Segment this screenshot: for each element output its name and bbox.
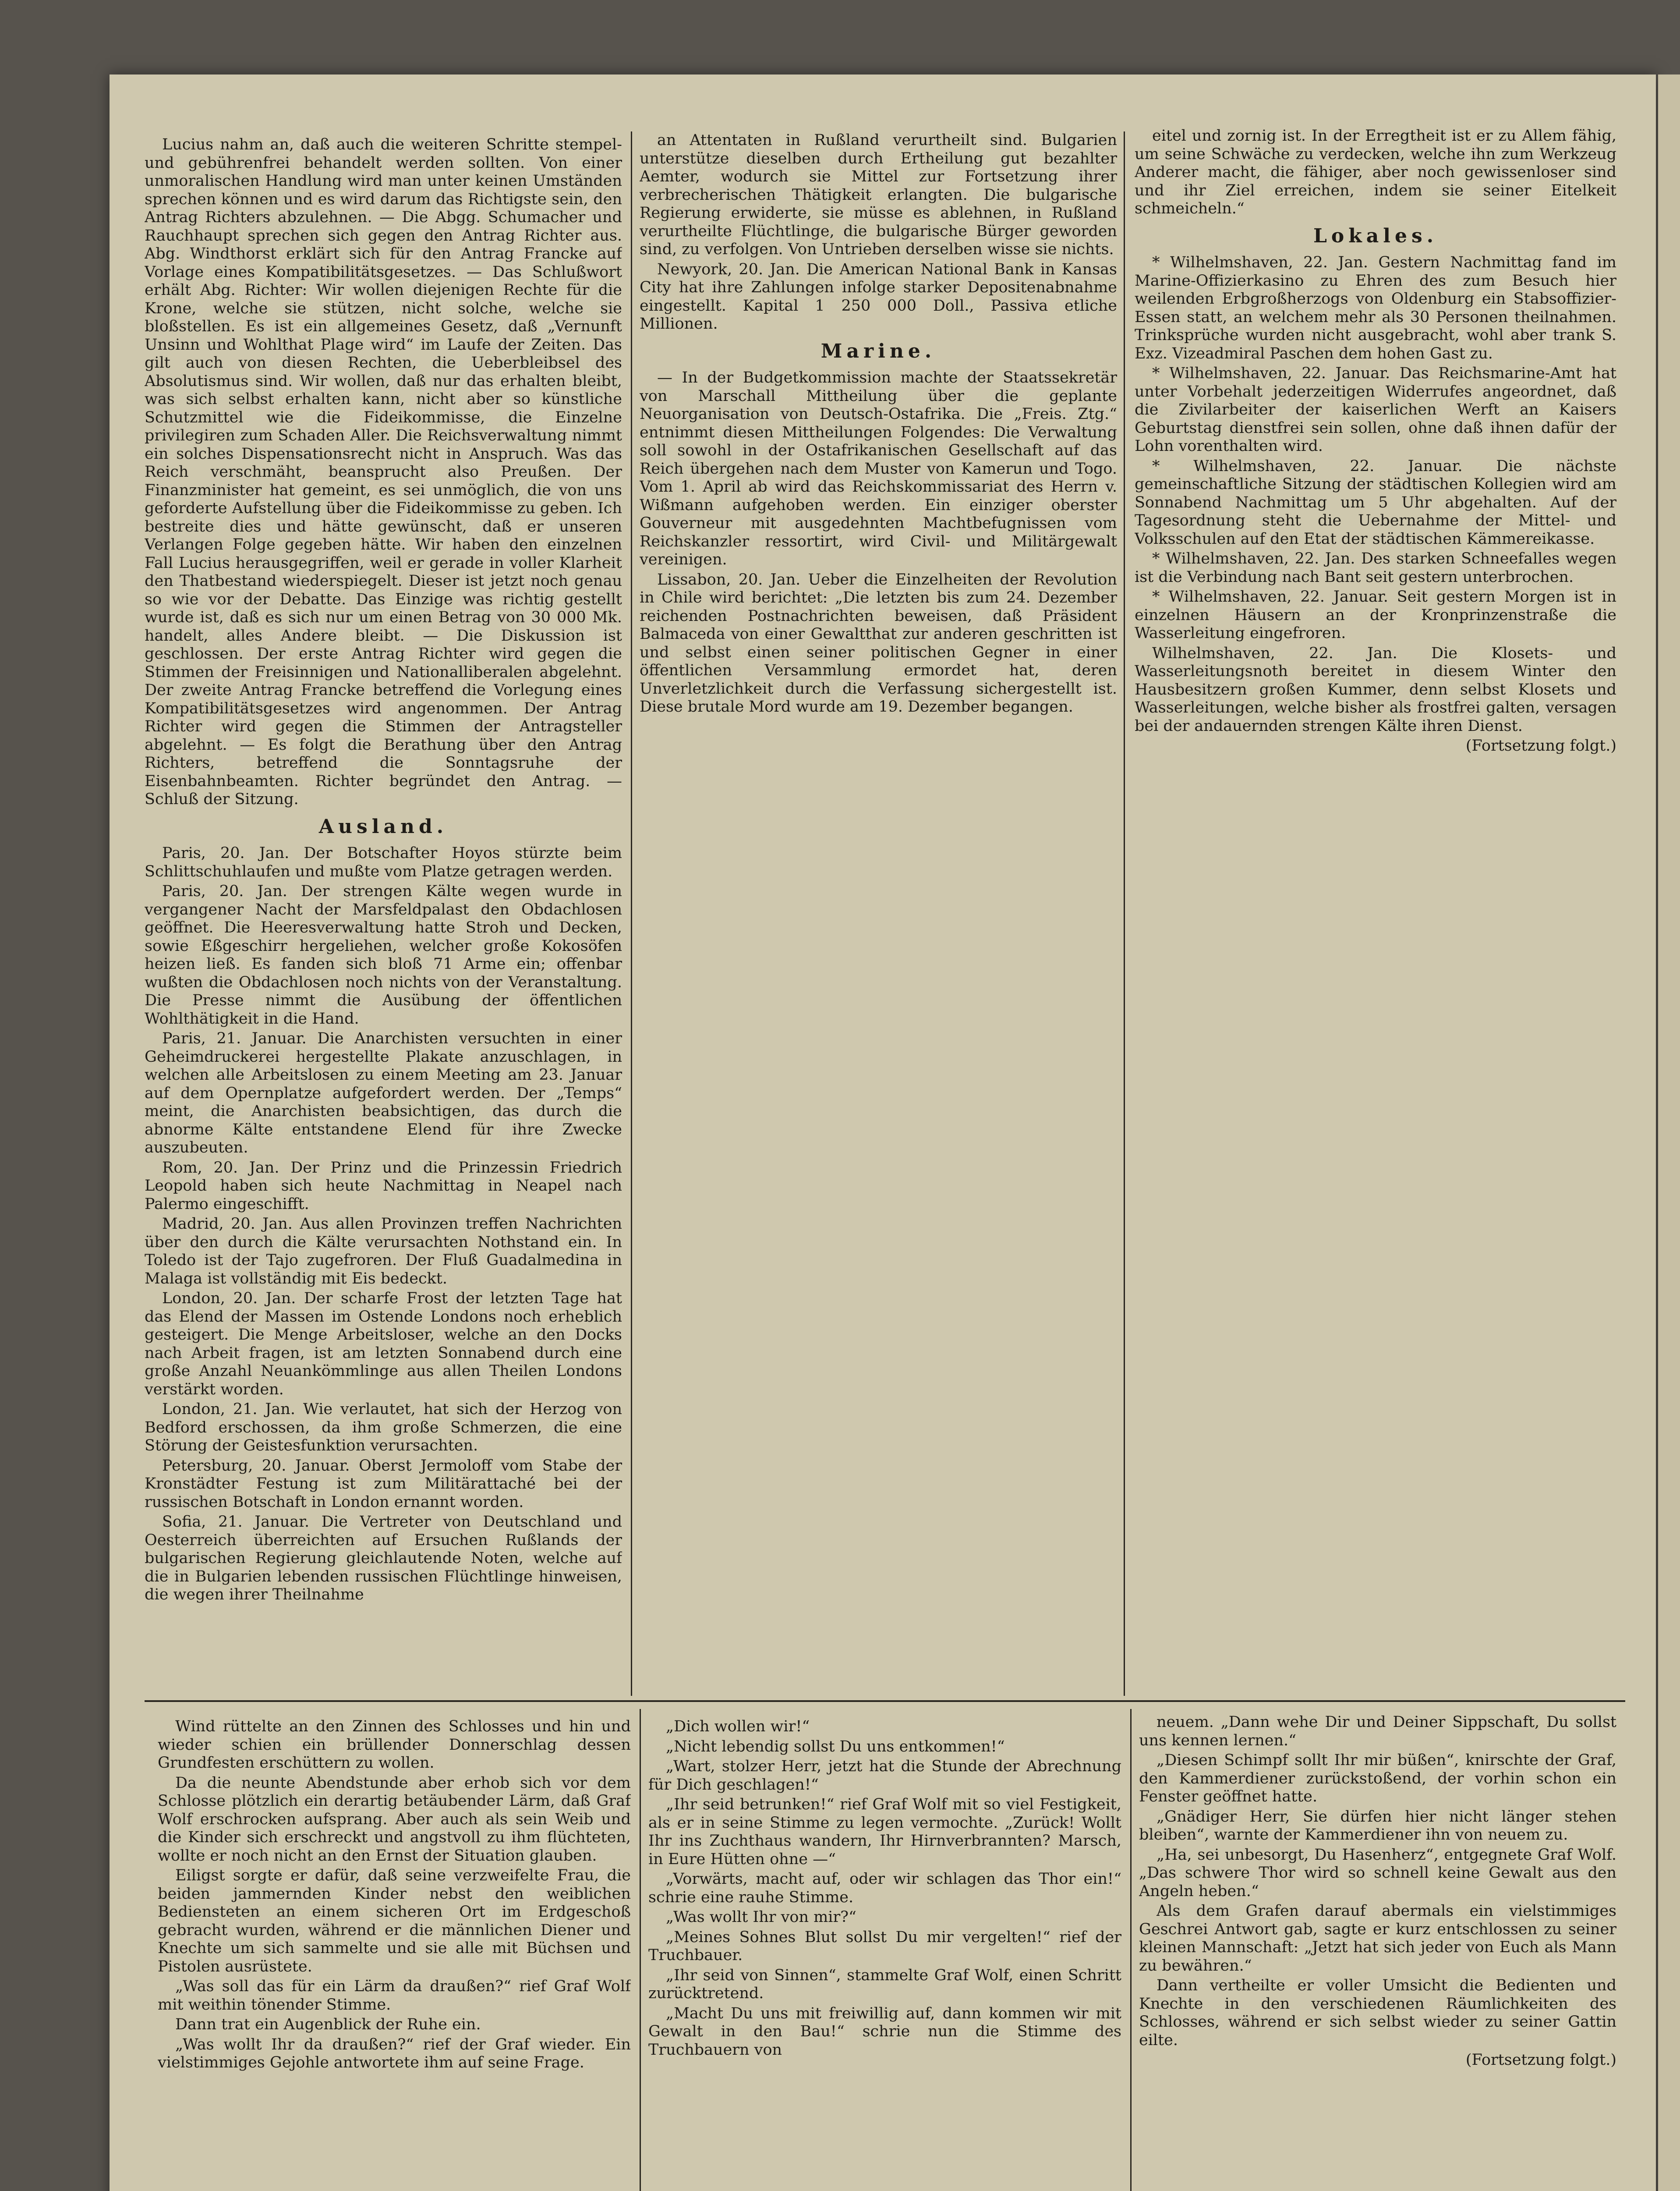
local-news-item: * Wilhelmshaven, 22. Jan. Gestern Nachmittag fand im Marine-Offizierkasino zu Ehren des zum Besuch hier weilenden Erbgroßherzogs von Oldenburg ein Stabsoffizier-Essen statt, an welchem mehr als 30 Personen theilnahmen. Trinksprüche wurden nicht ausgebracht, wohl aber trank S. Exz. Vizeadmiral Paschen dem hohen Gast zu.: [1135, 254, 1616, 362]
local-news-item: Wilhelmshaven, 22. Jan. Die Klosets- und Wasserleitungsnoth bereitet in diesem Winter den Hausbesitzern großen Kummer, denn selbst Klosets und Wasserleitungen, welche bisher als frostfrei galten, versagen bei der andauernden strengen Kälte ihren Dienst.: [1135, 644, 1616, 735]
news-item: London, 20. Jan. Der scharfe Frost der letzten Tage hat das Elend der Massen im Ostende Londons noch erheblich gesteigert. Die Menge Arbeitsloser, welche an den Docks nach Arbeit fragen, ist am letzten Sonnabend durch eine große Anzahl Neuankömmlinge aus allen Theilen Londons verstärkt worden.: [145, 1290, 622, 1398]
story-paragraph: „Was wollt Ihr da draußen?“ rief der Graf wieder. Ein vielstimmiges Gejohle antwortete ihm auf seine Frage.: [158, 2035, 631, 2071]
article-paragraph: eitel und zornig ist. In der Erregtheit ist er zu Allem fähig, um seine Schwäche zu verdecken, welche ihn zum Werkzeug Anderer macht, die fähiger, aber noch gewissenloser sind und ihr Ziel erreichen, indem sie seiner Eitelkeit schmeicheln.“: [1135, 127, 1616, 217]
story-paragraph: Wind rüttelte an den Zinnen des Schlosses und hin und wieder schien ein brüllender Donnerschlag dessen Grundfesten erschüttern zu wollen.: [158, 1718, 631, 1772]
adjacent-page-edge: [1658, 74, 1680, 2191]
news-item: Newyork, 20. Jan. Die American National Bank in Kansas City hat ihre Zahlungen infolge starker Depositenabnahme eingestellt. Kapital 1 250 000 Doll., Passiva etliche Millionen.: [640, 260, 1117, 333]
news-item: Paris, 20. Jan. Der strengen Kälte wegen wurde in vergangener Nacht der Marsfeldpalast den Obdachlosen geöffnet. Die Heeresverwaltung hatte Stroh und Decken, sowie Eßgeschirr hergeliehen, welcher große Kokosöfen heizen ließ. Es fanden sich bloß 71 Arme ein; offenbar wußten die Obdachlosen noch nichts von der Veranstaltung. Die Presse nimmt die Ausübung der öffentlichen Wohlthätigkeit in die Hand.: [145, 883, 622, 1028]
story-paragraph: „Gnädiger Herr, Sie dürfen hier nicht länger stehen bleiben“, warnte der Kammerdiener ihn von neuem zu.: [1139, 1808, 1616, 1844]
section-heading-marine: Marine.: [821, 340, 936, 362]
upper-column-2: [640, 131, 1117, 1696]
story-paragraph: „Was soll das für ein Lärm da draußen?“ rief Graf Wolf mit weithin tönender Stimme.: [158, 1978, 631, 2014]
news-item: Petersburg, 20. Januar. Oberst Jermoloff vom Stabe der Kronstädter Festung ist zum Militärattaché bei der russischen Botschaft in London ernannt worden.: [145, 1457, 622, 1511]
story-paragraph: „Nicht lebendig sollst Du uns entkommen!“: [666, 1737, 1005, 1755]
news-item: Rom, 20. Jan. Der Prinz und die Prinzessin Friedrich Leopold haben sich heute Nachmittag in Neapel nach Palermo eingeschifft.: [145, 1159, 622, 1213]
continuation-note: (Fortsetzung folgt.): [1465, 737, 1616, 755]
news-item: Paris, 21. Januar. Die Anarchisten versuchten in einer Geheimdruckerei hergestellte Plakate anzuschlagen, in welchen alle Arbeitslosen zu einem Meeting am 23. Januar auf dem Opernplatze aufgefordert werden. Der „Temps“ meint, die Anarchisten beabsichtigen, das durch die abnorme Kälte entstandene Elend für ihre Zwecke auszubeuten.: [145, 1030, 622, 1156]
upper-column-1: [145, 136, 622, 1696]
news-item: Sofia, 21. Januar. Die Vertreter von Deutschland und Oesterreich überreichten auf Ersuchen Rußlands der bulgarischen Regierung gleichlautende Noten, welche auf die in Bulgarien lebenden russischen Flüchtlinge hinweisen, die wegen ihrer Theilnahme: [145, 1513, 622, 1603]
continuation-note: (Fortsetzung folgt.): [1465, 2051, 1616, 2069]
story-paragraph: „Ihr seid von Sinnen“, stammelte Graf Wolf, einen Schritt zurücktretend.: [648, 1966, 1121, 2002]
article-paragraph: Lucius nahm an, daß auch die weiteren Schritte stempel- und gebührenfrei behandelt werden sollten. Von einer unmoralischen Handlung wird man unter keinen Umständen sprechen können und es wird darum das Richtigste sein, den Antrag Richters abzulehnen. — Die Abgg. Schumacher und Rauchhaupt sprechen sich gegen den Antrag Richter aus. Abg. Windthorst erklärt sich für den Antrag Francke auf Vorlage eines Kompatibilitätsgesetzes. — Das Schlußwort erhält Abg. Richter: Wir wollen diejenigen Rechte für die Krone, welche sie stützen, nicht solche, welche sie bloßstellen. Es ist ein allgemeines Gesetz, daß „Vernunft Unsinn und Wohlthat Plage wird“ im Laufe der Zeiten. Das gilt auch von diesen Rechten, die Ueberbleibsel des Absolutismus sind. Wir wollen, daß nur das erhalten bleibt, was sich selbst erhalten kann, nicht aber so künstliche Schutzmittel wie die Fideikommisse, die Einzelne privilegiren zum Schaden Aller. Die Reichsverwaltung nimmt ein solches Dispensationsrecht nicht in Anspruch. Was das Reich verschmäht, beansprucht also Preußen. Der Finanzminister hat gemeint, es sei unmöglich, die von uns geforderte Aufstellung über die Fideikommisse zu geben. Ich bestreite dies und hätte gewünscht, daß er unseren Verlangen Folge gegeben hätte. Wir haben den einzelnen Fall Lucius herausgegriffen, weil er gerade in voller Klarheit den Thatbestand wiederspiegelt. Dieser ist jetzt noch genau so wie vor der Debatte. Das Einzige was richtig gestellt wurde ist, daß es sich nur um einen Betrag von 30 000 Mk. handelt, alles Andere bleibt. — Die Diskussion ist geschlossen. Der erste Antrag Richter wird gegen die Stimmen der Freisinnigen und Nationalliberalen abgelehnt. Der zweite Antrag Francke betreffend die Vorlegung eines Kompatibilitätsgesetzes wird angenommen. Der Antrag Richter wird gegen die Stimmen der Antragsteller abgelehnt. — Es folgt die Berathung über den Antrag Richters, betreffend die Sonntagsruhe der Eisenbahnbeamten. Richter begründet den Antrag. — Schluß der Sitzung.: [145, 136, 622, 808]
news-item: London, 21. Jan. Wie verlautet, hat sich der Herzog von Bedford erschossen, da ihm große Schmerzen, die eine Störung der Geistesfunktion verursachten.: [145, 1400, 622, 1454]
column-rule: [1124, 131, 1125, 1696]
local-news-item: * Wilhelmshaven, 22. Jan. Des starken Schneefalles wegen ist die Verbindung nach Bant seit gestern unterbrochen.: [1135, 550, 1616, 586]
story-paragraph: „Diesen Schimpf sollt Ihr mir büßen“, knirschte der Graf, den Kammerdiener zurückstoßend, der vorhin schon ein Fenster geöffnet hatte.: [1139, 1751, 1616, 1805]
upper-column-3: [1135, 127, 1616, 1696]
local-news-item: * Wilhelmshaven, 22. Januar. Das Reichsmarine-Amt hat unter Vorbehalt jederzeitigen Widerrufes angeordnet, daß die Zivilarbeiter der kaiserlichen Werft an Kaisers Geburtstag dienstfrei sein sollen, ohne daß ihnen dafür der Lohn vorenthalten wird.: [1135, 365, 1616, 455]
news-item: Lissabon, 20. Jan. Ueber die Einzelheiten der Revolution in Chile wird berichtet: „Die letzten bis zum 24. Dezember reichenden Postnachrichten beweisen, daß Präsident Balmaceda von einer Gewaltthat zur anderen geschritten ist und selbst einen seiner politischen Gegner in einer öffentlichen Versammlung ermordet hat, deren Unverletzlichkeit durch die Verfassung sichergestellt ist. Diese brutale Mord wurde am 19. Dezember begangen.: [640, 571, 1117, 716]
local-news-item: * Wilhelmshaven, 22. Januar. Die nächste gemeinschaftliche Sitzung der städtischen Kollegien wird am Sonnabend Nachmittag um 5 Uhr abgehalten. Auf der Tagesordnung steht die Uebernahme der Mittel- und Volksschulen auf den Etat der städtischen Kämmereikasse.: [1135, 457, 1616, 548]
story-paragraph: „Ihr seid betrunken!“ rief Graf Wolf mit so viel Festigkeit, als er in seine Stimme zu legen vermochte. „Zurück! Wollt Ihr ins Zuchthaus wandern, Ihr Hirnverbrannten? Marsch, in Eure Hütten ohne —“: [648, 1796, 1121, 1868]
news-item: Madrid, 20. Jan. Aus allen Provinzen treffen Nachrichten über den durch die Kälte verursachten Nothstand ein. In Toledo ist der Tajo zugefroren. Der Fluß Guadalmedina in Malaga ist vollständig mit Eis bedeckt.: [145, 1215, 622, 1287]
story-paragraph: Da die neunte Abendstunde aber erhob sich vor dem Schlosse plötzlich ein derartig betäubender Lärm, daß Graf Wolf erschrocken aufsprang. Aber auch als sein Weib und die Kinder sich erschreckt und angstvoll zu ihm flüchteten, wollte er noch nicht an den Ernst der Situation glauben.: [158, 1774, 631, 1865]
section-heading-ausland: Ausland.: [318, 815, 448, 838]
news-item: an Attentaten in Rußland verurtheilt sind. Bulgarien unterstütze dieselben durch Ertheilung gut bezahlter Aemter, wodurch sie Mittel zur Fortsetzung ihrer verbrecherischen Thätigkeit erlangten. Die bulgarische Regierung erwiderte, sie müsse es ablehnen, in Rußland verurtheilte Flüchtlinge, die bulgarische Bürger geworden sind, zu verfolgen. Von Untrieben derselben wisse sie nichts.: [640, 131, 1117, 258]
story-paragraph: „Macht Du uns mit freiwillig auf, dann kommen wir mit Gewalt in den Bau!“ schrie nun die Stimme des Truchbauern von: [648, 2004, 1121, 2059]
section-heading-lokales: Lokales.: [1313, 224, 1438, 247]
story-paragraph: „Wart, stolzer Herr, jetzt hat die Stunde der Abrechnung für Dich geschlagen!“: [648, 1758, 1121, 1794]
column-rule: [640, 1709, 641, 2191]
story-paragraph: neuem. „Dann wehe Dir und Deiner Sippschaft, Du sollst uns kennen lernen.“: [1139, 1713, 1616, 1749]
column-rule: [631, 131, 632, 1696]
story-paragraph: „Ha, sei unbesorgt, Du Hasenherz“, entgegnete Graf Wolf. „Das schwere Thor wird so schnell keine Gewalt aus den Angeln heben.“: [1139, 1846, 1616, 1900]
column-rule: [1130, 1709, 1132, 2191]
feuilleton-column-1: [158, 1718, 631, 2191]
local-news-item: * Wilhelmshaven, 22. Januar. Seit gestern Morgen ist in einzelnen Häusern an der Kronprinzenstraße die Wasserleitung eingefroren.: [1135, 588, 1616, 642]
feuilleton-column-2: [648, 1718, 1121, 2191]
story-paragraph: Dann vertheilte er voller Umsicht die Bedienten und Knechte in den verschiedenen Räumlichkeiten des Schlosses, während er sich selbst wieder zu seiner Gattin eilte.: [1139, 1977, 1616, 2049]
news-item: Paris, 20. Jan. Der Botschafter Hoyos stürzte beim Schlittschuhlaufen und mußte vom Platze getragen werden.: [145, 844, 622, 880]
news-item: — In der Budgetkommission machte der Staatssekretär von Marschall Mittheilung über die geplante Neuorganisation von Deutsch-Ostafrika. Die „Freis. Ztg.“ entnimmt diesen Mittheilungen Folgendes: Die Verwaltung soll sowohl in der Ostafrikanischen Gesellschaft auf das Reich übergehen nach dem Muster von Kamerun und Togo. Vom 1. April ab wird das Reichskommissariat des Herrn v. Wißmann aufgehoben werden. Ein einziger oberster Gouverneur mit ausgedehnten Machtbefugnissen vom Reichskanzler ressortirt, wird Civil- und Militärgewalt vereinigen.: [640, 369, 1117, 568]
story-paragraph: Dann trat ein Augenblick der Ruhe ein.: [175, 2016, 481, 2033]
story-paragraph: „Was wollt Ihr von mir?“: [666, 1908, 856, 1926]
story-paragraph: Als dem Grafen darauf abermals ein vielstimmiges Geschrei Antwort gab, sagte er kurz entschlossen zu seiner kleinen Mannschaft: „Jetzt hat sich jeder von Euch als Mann zu bewähren.“: [1139, 1902, 1616, 1975]
feuilleton-column-3: [1139, 1713, 1616, 2191]
story-paragraph: „Dich wollen wir!“: [666, 1718, 810, 1735]
story-paragraph: Eiligst sorgte er dafür, daß seine verzweifelte Frau, die beiden jammernden Kinder nebst den weiblichen Bediensteten an einem sicheren Ort im Erdgeschoß gebracht wurden, während er die männlichen Diener und Knechte um sich sammelte und sie alle mit Büchsen und Pistolen ausrüstete.: [158, 1867, 631, 1975]
story-paragraph: „Meines Sohnes Blut sollst Du mir vergelten!“ rief der Truchbauer.: [648, 1928, 1121, 1964]
feuilleton-separator: [145, 1700, 1625, 1702]
story-paragraph: „Vorwärts, macht auf, oder wir schlagen das Thor ein!“ schrie eine rauhe Stimme.: [648, 1870, 1121, 1906]
